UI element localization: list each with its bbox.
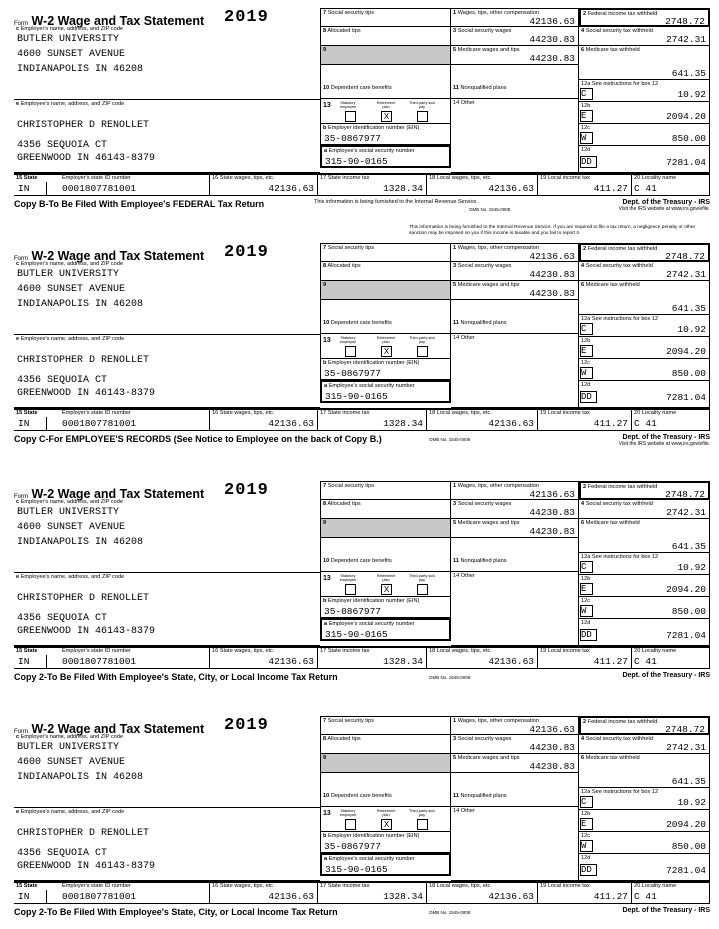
state-id: 0001807781001 — [62, 183, 137, 194]
employee-city: GREENWOOD IN 46143-8379 — [17, 861, 156, 872]
box9: 9 — [320, 46, 451, 65]
box19: 19 Local income tax 411.27 — [538, 174, 632, 196]
box8: 8 Allocated tips — [320, 27, 451, 46]
box15: 15 State Employer's state ID number IN 0001807781001 — [14, 882, 210, 904]
copy-caption: Copy C-For EMPLOYEE'S RECORDS (See Notice to Employee on the back of Copy B.) — [14, 434, 382, 444]
w2-form — [14, 716, 710, 882]
box8: 8 Allocated tips — [320, 500, 451, 519]
state-code: IN — [18, 418, 30, 429]
box3: 3 Social security wages 44230.83 — [451, 27, 579, 46]
box5: 5 Medicare wages and tips 44230.83 — [451, 46, 579, 65]
box5: 5 Medicare wages and tips 44230.83 — [451, 519, 579, 538]
box12c-amount: 850.00 — [671, 841, 706, 852]
state-tax: 1328.34 — [383, 418, 423, 429]
state-row — [14, 882, 710, 904]
box12b: 12b E 2094.20 — [579, 337, 710, 359]
employer-street: 4600 SUNSET AVENUE — [17, 757, 126, 768]
form-year: 2019 — [224, 716, 269, 735]
ssn-value: 315-90-0165 — [325, 629, 388, 640]
thirdparty-checkbox — [417, 111, 428, 122]
employer-name: BUTLER UNIVERSITY — [17, 742, 120, 753]
treasury-label: Dept. of the Treasury - IRS — [622, 672, 710, 679]
box18: 18 Local wages, tips, etc. 42136.63 — [427, 174, 538, 196]
box8: 8 Allocated tips — [320, 735, 451, 754]
locality-name: C 41 — [634, 656, 657, 667]
employer-street: 4600 SUNSET AVENUE — [17, 522, 126, 533]
box18: 18 Local wages, tips, etc. 42136.63 — [427, 647, 538, 669]
ss-wages-value: 44230.83 — [529, 742, 575, 753]
box9: 9 — [320, 754, 451, 773]
medicare-wages-value: 44230.83 — [529, 53, 575, 64]
form-title: Form W-2 Wage and Tax Statement — [14, 14, 205, 28]
box12d-amount: 7281.04 — [666, 157, 706, 168]
irs-notice: This information is being furnished to the Internal Revenue Service. If you are required to file a tax return, a negligence penalty or other sanction may be imposed on you if this income is taxable and you fail to report it. — [409, 225, 696, 236]
employee-city: GREENWOOD IN 46143-8379 — [17, 388, 156, 399]
box12a: 12a See instructions for box 12 C 10.92 — [579, 80, 710, 102]
form-year: 2019 — [224, 481, 269, 500]
local-wages: 42136.63 — [488, 891, 534, 902]
box12a: 12a See instructions for box 12 C 10.92 — [579, 788, 710, 810]
box4: 4 Social security tax withheld 2742.31 — [579, 500, 710, 519]
employee-box: e Employee's name, address, and ZIP code CHRISTOPHER D RENOLLET 4356 SEQUOIA CT GREENWOOD IN 46143-8379 — [14, 573, 320, 646]
box12a-code: C — [580, 561, 593, 573]
box3: 3 Social security wages 44230.83 — [451, 262, 579, 281]
box12a-amount: 10.92 — [677, 89, 706, 100]
box12d-amount: 7281.04 — [666, 630, 706, 641]
retirement-checkbox: X — [381, 819, 392, 830]
copy-footer — [14, 431, 710, 453]
box12d-amount: 7281.04 — [666, 865, 706, 876]
ss-tax-value: 2742.31 — [666, 269, 706, 280]
box14: 14 Other — [451, 334, 579, 408]
state-wages: 42136.63 — [268, 183, 314, 194]
box8: 8 Allocated tips — [320, 262, 451, 281]
employee-name: CHRISTOPHER D RENOLLET — [17, 355, 150, 366]
ss-tax-value: 2742.31 — [666, 742, 706, 753]
federal-tax-value: 2748.72 — [665, 489, 705, 500]
ss-tax-value: 2742.31 — [666, 507, 706, 518]
box12b-code: E — [580, 583, 593, 595]
box12a: 12a See instructions for box 12 C 10.92 — [579, 553, 710, 575]
box12b-amount: 2094.20 — [666, 346, 706, 357]
box12c-amount: 850.00 — [671, 368, 706, 379]
box20: 20 Locality name C 41 — [632, 174, 710, 196]
box7: 7 Social security tips — [320, 243, 451, 262]
box12d: 12d DD 7281.04 — [579, 854, 710, 881]
wages-value: 42136.63 — [529, 16, 575, 27]
retirement-checkbox: X — [381, 584, 392, 595]
w2-copy — [14, 225, 710, 453]
box12d: 12d DD 7281.04 — [579, 146, 710, 173]
box11: 11 Nonqualified plans — [451, 538, 579, 572]
box19: 19 Local income tax 411.27 — [538, 409, 632, 431]
box12b-code: E — [580, 345, 593, 357]
box6: 6 Medicare tax withheld 641.35 — [579, 519, 710, 553]
ein-value: 35-0867977 — [324, 841, 382, 852]
box12b-code: E — [580, 818, 593, 830]
box12d-code: DD — [580, 156, 597, 168]
treasury-label: Dept. of the Treasury - IRS Visit the IRS website at www.irs.gov/efile. — [618, 434, 710, 447]
treasury-label: Dept. of the Treasury - IRS — [622, 907, 710, 914]
ein-value: 35-0867977 — [324, 133, 382, 144]
employer-name: BUTLER UNIVERSITY — [17, 34, 120, 45]
box18: 18 Local wages, tips, etc. 42136.63 — [427, 882, 538, 904]
omb-number: OMB No. 1545-0008 — [429, 910, 471, 915]
employee-box: e Employee's name, address, and ZIP code CHRISTOPHER D RENOLLET 4356 SEQUOIA CT GREENWOOD IN 46143-8379 — [14, 100, 320, 173]
local-wages: 42136.63 — [488, 183, 534, 194]
employer-box: c Employer's name, address, and ZIP code BUTLER UNIVERSITY 4600 SUNSET AVENUE INDIANAPOLIS IN 46208 — [14, 733, 320, 808]
box13: 13 Statutory employee Retirement plan Third-party sick pay X — [320, 99, 451, 124]
w2-form — [14, 481, 710, 647]
employer-box: c Employer's name, address, and ZIP code BUTLER UNIVERSITY 4600 SUNSET AVENUE INDIANAPOLIS IN 46208 — [14, 260, 320, 335]
employer-name: BUTLER UNIVERSITY — [17, 507, 120, 518]
box12c: 12c W 850.00 — [579, 359, 710, 381]
medicare-wages-value: 44230.83 — [529, 526, 575, 537]
copy-footer — [14, 904, 710, 926]
omb-number: OMB No. 1545-0008 — [429, 437, 471, 442]
box9: 9 — [320, 281, 451, 300]
box16: 16 State wages, tips, etc. 42136.63 — [210, 882, 318, 904]
w2-copy — [14, 716, 710, 926]
box2: 2 Federal income tax withheld 2748.72 — [579, 243, 710, 262]
ssn-value: 315-90-0165 — [325, 391, 388, 402]
box20: 20 Locality name C 41 — [632, 409, 710, 431]
box17: 17 State income tax 1328.34 — [318, 647, 427, 669]
state-tax: 1328.34 — [383, 656, 423, 667]
state-code: IN — [18, 891, 30, 902]
box4: 4 Social security tax withheld 2742.31 — [579, 262, 710, 281]
box12d: 12d DD 7281.04 — [579, 619, 710, 646]
employer-box: c Employer's name, address, and ZIP code BUTLER UNIVERSITY 4600 SUNSET AVENUE INDIANAPOLIS IN 46208 — [14, 498, 320, 573]
state-row — [14, 174, 710, 196]
statutory-checkbox — [345, 111, 356, 122]
copy-footer — [14, 196, 710, 218]
box9: 9 — [320, 519, 451, 538]
box13: 13 Statutory employee Retirement plan Third-party sick pay X — [320, 807, 451, 832]
box18: 18 Local wages, tips, etc. 42136.63 — [427, 409, 538, 431]
form-title: Form W-2 Wage and Tax Statement — [14, 249, 205, 263]
box4: 4 Social security tax withheld 2742.31 — [579, 27, 710, 46]
box12c: 12c W 850.00 — [579, 597, 710, 619]
ein-box: b Employer identification number (EIN) 35-0867977 — [320, 359, 451, 380]
ein-value: 35-0867977 — [324, 368, 382, 379]
box12d-code: DD — [580, 391, 597, 403]
medicare-wages-value: 44230.83 — [529, 288, 575, 299]
employer-city: INDIANAPOLIS IN 46208 — [17, 64, 144, 75]
locality-name: C 41 — [634, 418, 657, 429]
box6: 6 Medicare tax withheld 641.35 — [579, 46, 710, 80]
state-tax: 1328.34 — [383, 183, 423, 194]
box15: 15 State Employer's state ID number IN 0001807781001 — [14, 647, 210, 669]
ssn-box: a Employee's social security number 315-90-0165 — [320, 145, 451, 168]
box12b-amount: 2094.20 — [666, 111, 706, 122]
box12a-amount: 10.92 — [677, 562, 706, 573]
box12a: 12a See instructions for box 12 C 10.92 — [579, 315, 710, 337]
box16: 16 State wages, tips, etc. 42136.63 — [210, 409, 318, 431]
box17: 17 State income tax 1328.34 — [318, 409, 427, 431]
box14: 14 Other — [451, 807, 579, 881]
state-row — [14, 409, 710, 431]
ein-box: b Employer identification number (EIN) 35-0867977 — [320, 597, 451, 618]
local-wages: 42136.63 — [488, 656, 534, 667]
box12d: 12d DD 7281.04 — [579, 381, 710, 408]
state-wages: 42136.63 — [268, 656, 314, 667]
box10: 10 Dependent care benefits — [320, 300, 451, 334]
local-tax: 411.27 — [593, 656, 628, 667]
statutory-checkbox — [345, 819, 356, 830]
box12b: 12b E 2094.20 — [579, 102, 710, 124]
wages-value: 42136.63 — [529, 724, 575, 735]
box7: 7 Social security tips — [320, 481, 451, 500]
medicare-tax-value: 641.35 — [671, 68, 706, 79]
w2-form — [14, 243, 710, 409]
ssn-value: 315-90-0165 — [325, 864, 388, 875]
irs-info: This information is being furnished to the Internal Revenue Service. — [314, 199, 478, 205]
retirement-checkbox: X — [381, 346, 392, 357]
box12a-code: C — [580, 323, 593, 335]
box12c-amount: 850.00 — [671, 133, 706, 144]
state-tax: 1328.34 — [383, 891, 423, 902]
locality-name: C 41 — [634, 891, 657, 902]
ss-wages-value: 44230.83 — [529, 507, 575, 518]
box20: 20 Locality name C 41 — [632, 647, 710, 669]
state-code: IN — [18, 656, 30, 667]
box14: 14 Other — [451, 99, 579, 173]
employee-city: GREENWOOD IN 46143-8379 — [17, 626, 156, 637]
box12a-code: C — [580, 796, 593, 808]
federal-tax-value: 2748.72 — [665, 16, 705, 27]
copy-caption: Copy 2-To Be Filed With Employee's State, City, or Local Income Tax Return — [14, 907, 338, 917]
box12b: 12b E 2094.20 — [579, 810, 710, 832]
thirdparty-checkbox — [417, 346, 428, 357]
ein-value: 35-0867977 — [324, 606, 382, 617]
ssn-box: a Employee's social security number 315-90-0165 — [320, 618, 451, 641]
copy-caption: Copy 2-To Be Filed With Employee's State, City, or Local Income Tax Return — [14, 672, 338, 682]
box11: 11 Nonqualified plans — [451, 300, 579, 334]
box10: 10 Dependent care benefits — [320, 773, 451, 807]
employer-street: 4600 SUNSET AVENUE — [17, 49, 126, 60]
box12c-code: W — [580, 132, 593, 144]
form-year: 2019 — [224, 8, 269, 27]
box12c: 12c W 850.00 — [579, 124, 710, 146]
wages-value: 42136.63 — [529, 251, 575, 262]
box17: 17 State income tax 1328.34 — [318, 882, 427, 904]
box12c-amount: 850.00 — [671, 606, 706, 617]
employer-street: 4600 SUNSET AVENUE — [17, 284, 126, 295]
box12d-amount: 7281.04 — [666, 392, 706, 403]
employee-street: 4356 SEQUOIA CT — [17, 375, 108, 386]
employee-name: CHRISTOPHER D RENOLLET — [17, 593, 150, 604]
medicare-tax-value: 641.35 — [671, 541, 706, 552]
box1: 1 Wages, tips, other compensation 42136.63 — [451, 8, 579, 27]
box10: 10 Dependent care benefits — [320, 538, 451, 572]
box5: 5 Medicare wages and tips 44230.83 — [451, 754, 579, 773]
medicare-wages-value: 44230.83 — [529, 761, 575, 772]
local-tax: 411.27 — [593, 891, 628, 902]
medicare-tax-value: 641.35 — [671, 776, 706, 787]
form-title: Form W-2 Wage and Tax Statement — [14, 487, 205, 501]
federal-tax-value: 2748.72 — [665, 251, 705, 262]
state-wages: 42136.63 — [268, 418, 314, 429]
box2: 2 Federal income tax withheld 2748.72 — [579, 716, 710, 735]
box12b: 12b E 2094.20 — [579, 575, 710, 597]
w2-copy — [14, 481, 710, 691]
copy-caption: Copy B-To Be Filed With Employee's FEDERAL Tax Return — [14, 199, 265, 209]
wages-value: 42136.63 — [529, 489, 575, 500]
ssn-box: a Employee's social security number 315-90-0165 — [320, 380, 451, 403]
local-wages: 42136.63 — [488, 418, 534, 429]
w2-copy — [14, 8, 710, 218]
local-tax: 411.27 — [593, 418, 628, 429]
box12c-code: W — [580, 605, 593, 617]
box5: 5 Medicare wages and tips 44230.83 — [451, 281, 579, 300]
irs-website: Visit the IRS website at www.irs.gov/efile. — [618, 206, 710, 212]
box12a-amount: 10.92 — [677, 324, 706, 335]
ssn-box: a Employee's social security number 315-90-0165 — [320, 853, 451, 876]
ein-box: b Employer identification number (EIN) 35-0867977 — [320, 124, 451, 145]
treasury-label: Dept. of the Treasury - IRS Visit the IRS website at www.irs.gov/efile. — [618, 199, 710, 212]
w2-form — [14, 8, 710, 174]
statutory-checkbox — [345, 584, 356, 595]
box15: 15 State Employer's state ID number IN 0001807781001 — [14, 174, 210, 196]
ss-tax-value: 2742.31 — [666, 34, 706, 45]
retirement-checkbox: X — [381, 111, 392, 122]
box10: 10 Dependent care benefits — [320, 65, 451, 99]
box19: 19 Local income tax 411.27 — [538, 647, 632, 669]
box14: 14 Other — [451, 572, 579, 646]
box2: 2 Federal income tax withheld 2748.72 — [579, 481, 710, 500]
state-id: 0001807781001 — [62, 891, 137, 902]
federal-tax-value: 2748.72 — [665, 724, 705, 735]
employer-box: c Employer's name, address, and ZIP code BUTLER UNIVERSITY 4600 SUNSET AVENUE INDIANAPOLIS IN 46208 — [14, 25, 320, 100]
employee-street: 4356 SEQUOIA CT — [17, 613, 108, 624]
box16: 16 State wages, tips, etc. 42136.63 — [210, 174, 318, 196]
box12a-amount: 10.92 — [677, 797, 706, 808]
box17: 17 State income tax 1328.34 — [318, 174, 427, 196]
employee-street: 4356 SEQUOIA CT — [17, 140, 108, 151]
employee-city: GREENWOOD IN 46143-8379 — [17, 153, 156, 164]
ssn-value: 315-90-0165 — [325, 156, 388, 167]
medicare-tax-value: 641.35 — [671, 303, 706, 314]
local-tax: 411.27 — [593, 183, 628, 194]
employer-name: BUTLER UNIVERSITY — [17, 269, 120, 280]
box11: 11 Nonqualified plans — [451, 773, 579, 807]
state-id: 0001807781001 — [62, 656, 137, 667]
box12b-amount: 2094.20 — [666, 819, 706, 830]
employee-name: CHRISTOPHER D RENOLLET — [17, 120, 150, 131]
thirdparty-checkbox — [417, 584, 428, 595]
employee-street: 4356 SEQUOIA CT — [17, 848, 108, 859]
omb-number: OMB No. 1545-0008 — [429, 675, 471, 680]
employee-box: e Employee's name, address, and ZIP code CHRISTOPHER D RENOLLET 4356 SEQUOIA CT GREENWOOD IN 46143-8379 — [14, 808, 320, 881]
thirdparty-checkbox — [417, 819, 428, 830]
box1: 1 Wages, tips, other compensation 42136.63 — [451, 481, 579, 500]
state-id: 0001807781001 — [62, 418, 137, 429]
omb-number: OMB No. 1545-0008 — [469, 207, 511, 212]
employee-name: CHRISTOPHER D RENOLLET — [17, 828, 150, 839]
box12b-amount: 2094.20 — [666, 584, 706, 595]
box7: 7 Social security tips — [320, 716, 451, 735]
box19: 19 Local income tax 411.27 — [538, 882, 632, 904]
box1: 1 Wages, tips, other compensation 42136.63 — [451, 243, 579, 262]
box13: 13 Statutory employee Retirement plan Third-party sick pay X — [320, 572, 451, 597]
box12b-code: E — [580, 110, 593, 122]
box1: 1 Wages, tips, other compensation 42136.63 — [451, 716, 579, 735]
form-year: 2019 — [224, 243, 269, 262]
ss-wages-value: 44230.83 — [529, 269, 575, 280]
box12d-code: DD — [580, 864, 597, 876]
state-wages: 42136.63 — [268, 891, 314, 902]
box12c-code: W — [580, 367, 593, 379]
statutory-checkbox — [345, 346, 356, 357]
box2: 2 Federal income tax withheld 2748.72 — [579, 8, 710, 27]
box3: 3 Social security wages 44230.83 — [451, 500, 579, 519]
ein-box: b Employer identification number (EIN) 35-0867977 — [320, 832, 451, 853]
employer-city: INDIANAPOLIS IN 46208 — [17, 772, 144, 783]
employee-box: e Employee's name, address, and ZIP code CHRISTOPHER D RENOLLET 4356 SEQUOIA CT GREENWOOD IN 46143-8379 — [14, 335, 320, 408]
state-code: IN — [18, 183, 30, 194]
box15: 15 State Employer's state ID number IN 0001807781001 — [14, 409, 210, 431]
copy-footer — [14, 669, 710, 691]
box13: 13 Statutory employee Retirement plan Third-party sick pay X — [320, 334, 451, 359]
state-row — [14, 647, 710, 669]
box12d-code: DD — [580, 629, 597, 641]
employer-city: INDIANAPOLIS IN 46208 — [17, 537, 144, 548]
ss-wages-value: 44230.83 — [529, 34, 575, 45]
box7: 7 Social security tips — [320, 8, 451, 27]
box3: 3 Social security wages 44230.83 — [451, 735, 579, 754]
box4: 4 Social security tax withheld 2742.31 — [579, 735, 710, 754]
box11: 11 Nonqualified plans — [451, 65, 579, 99]
box6: 6 Medicare tax withheld 641.35 — [579, 754, 710, 788]
box12c: 12c W 850.00 — [579, 832, 710, 854]
employer-city: INDIANAPOLIS IN 46208 — [17, 299, 144, 310]
box16: 16 State wages, tips, etc. 42136.63 — [210, 647, 318, 669]
box12a-code: C — [580, 88, 593, 100]
box20: 20 Locality name C 41 — [632, 882, 710, 904]
locality-name: C 41 — [634, 183, 657, 194]
box12c-code: W — [580, 840, 593, 852]
box6: 6 Medicare tax withheld 641.35 — [579, 281, 710, 315]
irs-website: Visit the IRS website at www.irs.gov/efile. — [618, 441, 710, 447]
form-title: Form W-2 Wage and Tax Statement — [14, 722, 205, 736]
